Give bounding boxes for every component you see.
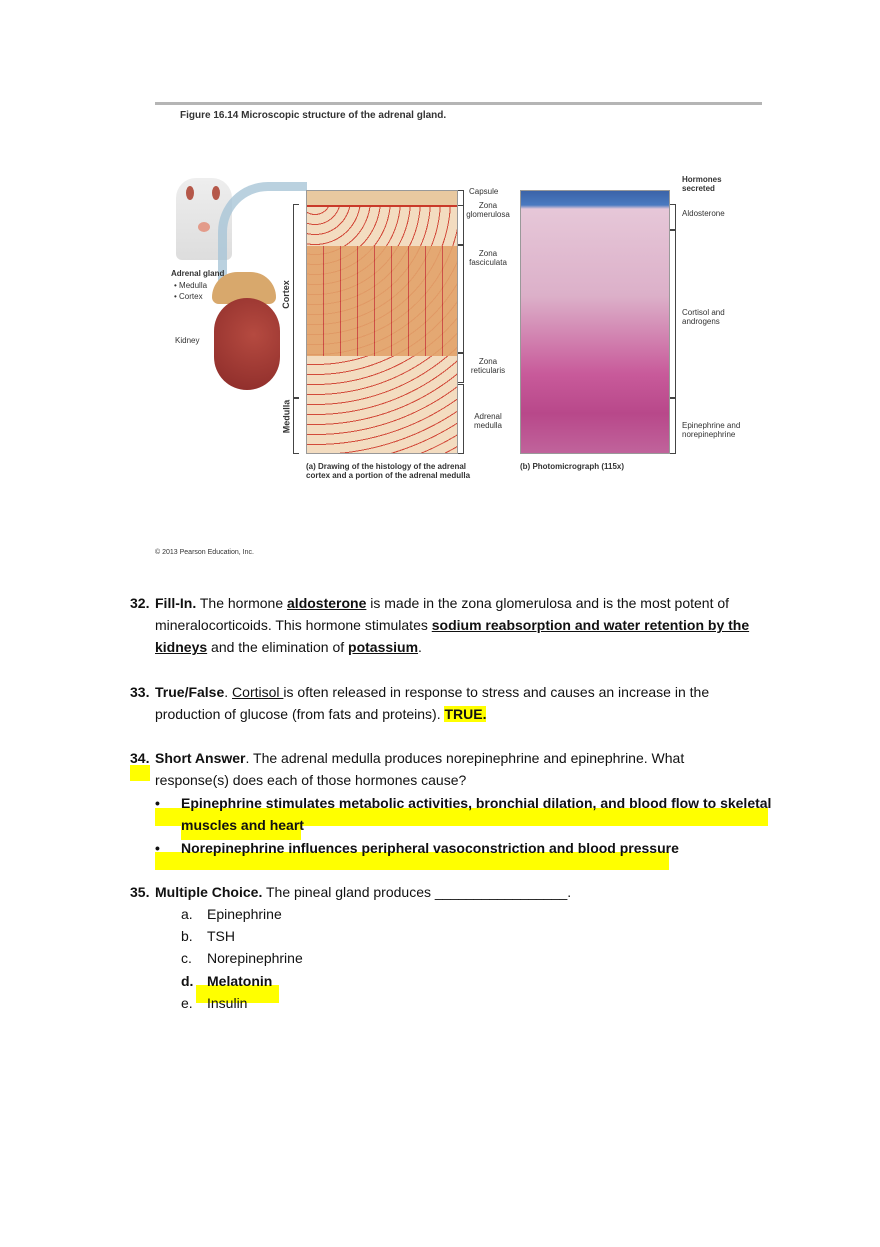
label-kidney: Kidney xyxy=(175,336,200,345)
option-letter: d. xyxy=(181,973,194,989)
q33-number: 33. xyxy=(130,684,150,700)
caption-a: (a) Drawing of the histology of the adrenal cortex and a portion of the adrenal medulla xyxy=(306,462,471,480)
label-medulla-side: Medulla xyxy=(281,399,292,434)
zone-glomerulosa: Zona glomerulosa xyxy=(466,201,510,219)
answer-bullet-norepinephrine: Norepinephrine influences peripheral vasoconstriction and blood pressure xyxy=(181,840,679,856)
document-page: Figure 16.14 Microscopic structure of the adrenal gland. Adrenal gland • Medulla • Cortex Kidney Cortex Medulla Capsule Zona glomerulosa Zona fasciculata Zona reticularis Adrenal medulla Hormones secreted Aldosterone Cortisol and androgens Epinephrine and norepinephrine (a) Drawing of the histology of the adrenal cortex and a portion of the adrenal medulla (b) Photomicrograph (115x) © 2013 Pearson Education, Inc. 32. Fill-In. The hormone aldosterone is made in the zona glomerulosa and is the most potent of mineralocorticoids. This hormone stimulates sodium reabsorption and water retention by the kidneys and the elimination of potassium. 33. True/False. Cortisol is often released in response to stress and causes an increase in the production of glucose (from fats and proteins). TRUE. 34. Short Answer. The adrenal medulla produces norepinephrine and epinephrine. What response(s) does each of those hormones cause? • Epinephrine stimulates metabolic activities, bronchial dilation, and blood flow to skeletal muscles and heart • Norepinephrine influences peripheral vasoconstriction and blood pressure 35. Multiple Choice. The pineal gland produces _________________. a. Epinephrine b. TSH c. Norepinephrine d. Melatonin e. Insulin xyxy=(0,0,880,1247)
question-35: Multiple Choice. The pineal gland produces _________________. xyxy=(155,884,572,900)
zone-adrenal-medulla: Adrenal medulla xyxy=(473,412,502,430)
label-adrenal-gland: Adrenal gland xyxy=(171,269,225,278)
label-medulla: • Medulla xyxy=(174,281,208,290)
divider xyxy=(155,102,762,105)
answer-true: TRUE. xyxy=(444,706,487,722)
question-34: Short Answer. The adrenal medulla produces norepinephrine and epinephrine. What response(s) does each of those hormones cause? xyxy=(155,750,685,788)
option-a: Epinephrine xyxy=(207,906,282,922)
option-letter: a. xyxy=(181,906,193,922)
question-32: Fill-In. The hormone aldosterone is made in the zona glomerulosa and is the most potent of mineralocorticoids. This hormone stimulates sodium reabsorption and water retention by the kidneys and the elimination of potassium. xyxy=(155,595,750,655)
question-33: True/False. Cortisol is often released in response to stress and causes an increase in the production of glucose (from fats and proteins). TRUE. xyxy=(155,684,710,722)
option-c: Norepinephrine xyxy=(207,950,303,966)
zone-reticularis: Zona reticularis xyxy=(470,357,506,375)
option-letter: b. xyxy=(181,928,193,944)
q34-number: 34. xyxy=(130,750,150,766)
hormones-header: Hormones secreted xyxy=(682,175,722,193)
zone-fasciculata: Zona fasciculata xyxy=(469,249,507,267)
option-letter: c. xyxy=(181,950,192,966)
option-e: Insulin xyxy=(207,995,248,1011)
photomicrograph xyxy=(520,190,670,454)
label-cortex: • Cortex xyxy=(174,292,203,301)
hormone-cortisol: Cortisol and androgens xyxy=(682,308,725,326)
label-cortex-side: Cortex xyxy=(280,280,291,309)
q32-number: 32. xyxy=(130,595,150,611)
hormone-aldosterone: Aldosterone xyxy=(682,209,725,218)
copyright: © 2013 Pearson Education, Inc. xyxy=(155,549,254,556)
caption-b: (b) Photomicrograph (115x) xyxy=(520,462,625,471)
zone-capsule: Capsule xyxy=(469,187,499,196)
option-letter: e. xyxy=(181,995,193,1011)
figure-title: Figure 16.14 Microscopic structure of the adrenal gland. xyxy=(180,110,447,121)
option-d-correct: Melatonin xyxy=(207,973,273,989)
hormone-epinephrine: Epinephrine and norepinephrine xyxy=(682,421,741,439)
option-b: TSH xyxy=(207,928,235,944)
answer-bullet-epinephrine: Epinephrine stimulates metabolic activities, bronchial dilation, and blood flow to skeletal muscles and heart xyxy=(181,795,772,833)
q35-number: 35. xyxy=(130,884,150,900)
kidney-drawing xyxy=(214,298,280,390)
histology-drawing xyxy=(306,190,458,454)
